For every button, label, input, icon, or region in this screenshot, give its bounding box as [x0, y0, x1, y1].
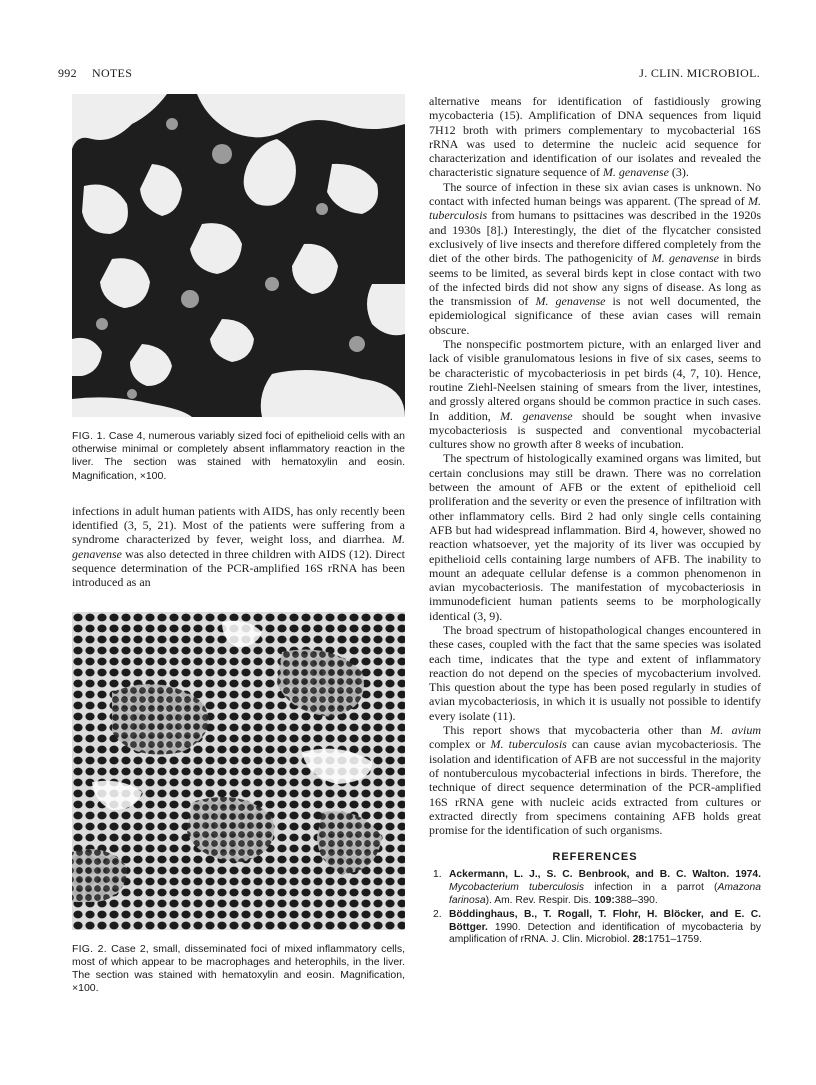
figure-1-caption [72, 430, 405, 483]
running-header [58, 66, 760, 82]
text-run: was also detected in three children with AIDS (12). Direct sequence determination of the PCR-amplified 16S rRNA has been introduced as an [72, 546, 405, 590]
reference-number: 1. [433, 869, 442, 881]
text-run: is not well documented, the epidemiological significance of these avian cases will remain obscure. [429, 294, 762, 337]
text-run: The nonspecific postmortem picture, with an enlarged liver and lack of visible granulomatous lesions in five of six cases, seems to be characteristic of mycobacteriosis in pet birds (4, 7, 10). Hence, routine Ziehl-Neelsen staining of smears from the liver, intestines, and grossly altered organs should be common practice in such cases. In addition, [429, 337, 761, 423]
text-run: This report shows that mycobacteria other than [443, 723, 702, 738]
reference-item [429, 909, 761, 947]
species-name: M. genavense [72, 532, 405, 561]
paragraph [429, 623, 761, 723]
text-run: The broad spectrum of histopathological changes encountered in these cases, coupled with the fact that the same species was isolated each time, indicates that the type and extent of inflammatory reaction do not depend on the species of mycobacterium involved. This question about the type has been posed regularly in studies of avian mycobacteriosis, in which it is usually not possible to identify every isolate (11). [429, 622, 761, 723]
figure-2-caption [72, 943, 405, 996]
references-heading: REFERENCES [552, 851, 638, 864]
reference-volume: 109: [594, 894, 615, 906]
reference-species: Amazona farinosa [449, 882, 761, 906]
paragraph [429, 94, 761, 180]
paragraph [72, 504, 405, 590]
species-name: M. genavense [651, 251, 719, 266]
reference-title: infection in a parrot ( [594, 882, 718, 894]
text-run: can cause avian mycobacteriosis. The isolation and identification of AFB are not successful in the majority of nontuberculous mycobacterial infections in birds. Therefore, the technique of direct sequence determination of the PCR-amplified 16S rRNA gene with nucleic acids extracted from cultures or extracted directly from specimens containing AFB holds great promise for the identification of such organisms. [429, 737, 761, 838]
figure-2-label: FIG. 2. [72, 942, 107, 955]
reference-pages: 1751–1759. [647, 934, 702, 946]
figure-1-caption-text: Case 4, numerous variably sized foci of epithelioid cells with an otherwise minimal or completely absent inflammatory reaction in the liver. The section was stained with hematoxylin and eosin. Magnification, ×100. [72, 430, 405, 482]
text-run: complex or [429, 737, 486, 752]
right-body-text [429, 94, 761, 837]
section-name: NOTES [92, 66, 133, 80]
reference-journal: ). Am. Rev. Respir. Dis. [485, 894, 592, 906]
right-column [429, 94, 761, 949]
species-name: M. tuberculosis [490, 737, 567, 752]
text-run: from humans to psittacines was described in the 1920s and 1930s [8].) Interestingly, the diet of the flycatcher consisted exclusively of live insects and therefore differed completely from the diet of the other birds. The pathogenicity of [429, 208, 761, 266]
text-run: should be sought when invasive mycobacteriosis is suspected and conventional mycobacterial cultures show no growth after 8 weeks of incubation. [429, 408, 761, 452]
species-name: M. genavense [602, 165, 669, 180]
left-body-text [72, 504, 405, 590]
paragraph [429, 337, 761, 451]
text-run: The spectrum of histologically examined organs was limited, but certain conclusions may still be drawn. There was no correlation between the amount of AFB or the extent of epithelioid cell proliferation and the severity or even the presence of infiltration with other inflammatory cells. Bird 2 had only single cells containing AFB but had widespread inflammation. Bird 4, however, showed no reaction whatsoever, yet the majority of its liver was occupied by epithelioid cells containing large numbers of AFB. The inability to mount an adequate cellular defense is a common phenomenon in avian mycobacteriosis. The manifestation of mycobacteriosis in immunodeficient human patients seems to be morphologically identical (3, 9). [429, 451, 761, 623]
reference-authors: Ackermann, L. J., S. C. Benbrook, and B. C. Walton. [449, 869, 730, 881]
page-number: 992 [58, 66, 77, 80]
liver-histology-image-2 [72, 612, 405, 930]
paragraph [429, 180, 761, 337]
text-run: infections in adult human patients with AIDS, has only recently been identified (3, 5, 21). Most of the patients were suffering from a syndrome characterized by fever, weight loss, and diarrhea. [72, 503, 405, 547]
text-run: alternative means for identification of fastidiously growing mycobacteria (15). Amplification of DNA sequences from liquid 7H12 broth with primers complementary to mycobacterial 16S rRNA was used to determine the nucleic acid sequence for characterization and identification of our isolates and revealed the characteristic signature sequence of [429, 94, 761, 180]
left-column [72, 94, 405, 995]
figure-1-micrograph [72, 94, 405, 417]
liver-histology-image-1 [72, 94, 405, 417]
figure-2-caption-text: Case 2, small, disseminated foci of mixed inflammatory cells, most of which appear to be macrophages and heterophils, in the liver. The section was stained with hematoxylin and eosin. Magnification, ×100. [72, 942, 405, 995]
species-name: M. avium [710, 723, 761, 738]
species-name: M. genavense [535, 294, 606, 309]
text-run: (3). [671, 165, 689, 180]
text-run: in birds seems to be limited, as several birds kept in close contact with two of the infected birds did not show any signs of disease. As long as the transmission of [429, 251, 761, 309]
species-name: M. tuberculosis [429, 194, 761, 223]
reference-volume: 28: [632, 934, 648, 946]
reference-year: 1974. [735, 869, 761, 881]
paragraph [429, 451, 761, 623]
figure-2-micrograph [72, 612, 405, 930]
reference-item [429, 869, 761, 907]
figure-1-label: FIG. 1. [72, 430, 106, 442]
species-name: M. genavense [500, 408, 573, 423]
reference-pages: 388–390. [614, 894, 658, 906]
reference-body: 1990. Detection and identification of mycobacteria by amplification of rRNA. J. Clin. Microbiol. [449, 921, 761, 946]
text-run: The source of infection in these six avian cases is unknown. No contact with infected human beings was apparent. (The spread of [429, 179, 761, 209]
paragraph [429, 723, 761, 837]
reference-number: 2. [433, 909, 442, 921]
reference-title-italic: Mycobacterium tuberculosis [449, 882, 584, 894]
journal-name: J. CLIN. MICROBIOL. [639, 66, 760, 80]
reference-authors: Böddinghaus, B., T. Rogall, T. Flohr, H. Blöcker, and E. C. Böttger. [449, 909, 761, 933]
